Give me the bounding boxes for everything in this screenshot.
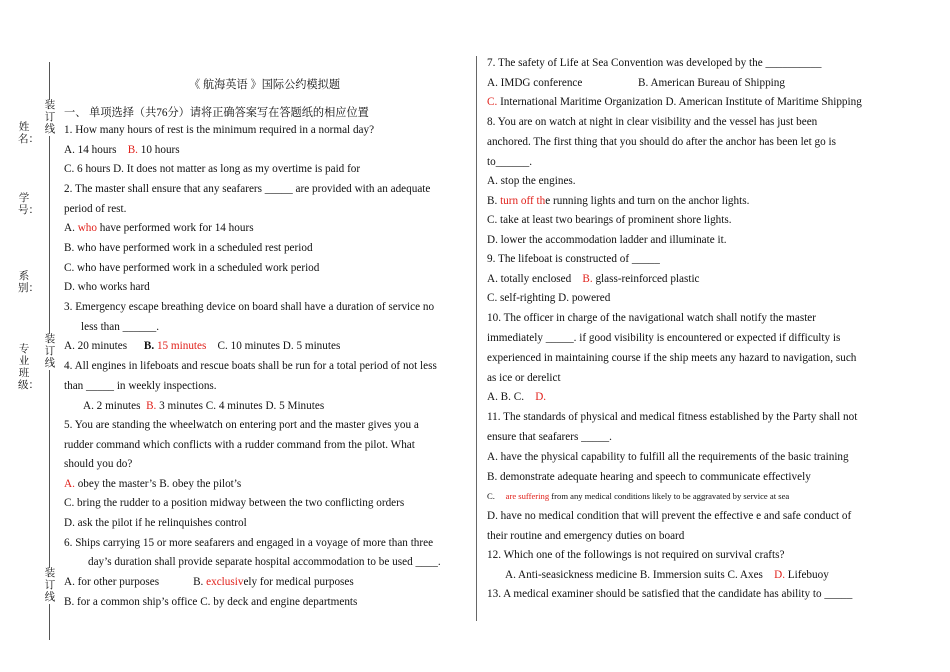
question-6-line-2: day’s duration shall provide separate hospital accommodation to be used ____. — [88, 556, 441, 568]
question-2-option-d: D. who works hard — [64, 281, 150, 293]
question-6-line-1: 6. Ships carrying 15 or more seafarers and engaged in a voyage of more than three — [64, 537, 434, 549]
question-2-option-a: A. who have performed work for 14 hours — [64, 222, 254, 234]
question-2-line-1: 2. The master shall ensure that any seafarers _____ are provided with an adequate — [64, 183, 431, 195]
question-11-line-2: ensure that seafarers _____. — [487, 431, 612, 443]
binding-label-top: 装订线 — [44, 100, 56, 135]
question-1-options-cd: C. 6 hours D. It does not matter as long as my overtime is paid for — [64, 163, 361, 175]
question-10-options: A. B. C. D. — [487, 391, 547, 403]
question-8-option-a: A. stop the engines. — [487, 175, 576, 187]
question-10-line-1: 10. The officer in charge of the navigational watch shall notify the master — [487, 312, 816, 324]
question-10-line-4: as ice or derelict — [487, 372, 561, 384]
question-7-option-a: A. IMDG conference — [487, 77, 583, 89]
question-11-line-1: 11. The standards of physical and medical fitness established by the Party shall not — [487, 411, 858, 423]
binding-label-middle: 装订线 — [44, 334, 56, 369]
binding-label-bottom: 装订线 — [44, 568, 56, 603]
question-9-options-ab: A. totally enclosed B. glass-reinforced plastic — [487, 273, 700, 285]
question-5-options-ab: A. obey the master’s B. obey the pilot’s — [64, 478, 242, 490]
question-6-options-cd: B. for a common ship’s office C. by deck and engine departments — [64, 596, 358, 608]
question-2-option-c: C. who have performed work in a scheduled work period — [64, 262, 320, 274]
question-10-line-3: experienced in maintaining course if the ship meets any hazard to navigation, such — [487, 352, 857, 364]
question-8-line-1: 8. You are on watch at night in clear visibility and the vessel has just been — [487, 116, 818, 128]
question-7-options-cd: C. International Maritime Organization D. American Institute of Maritime Shipping — [487, 96, 862, 108]
question-7-option-b: B. American Bureau of Shipping — [638, 77, 785, 89]
question-6-options-ab: A. for other purposes B. exclusively for medical purposes — [64, 576, 354, 588]
question-1-options-ab: A. 14 hours B. 10 hours — [64, 144, 180, 156]
question-8-option-b: B. turn off the running lights and turn on the anchor lights. — [487, 195, 750, 207]
question-1: 1. How many hours of rest is the minimum required in a normal day? — [64, 124, 375, 136]
department-field-label: 系别： — [18, 271, 39, 294]
question-11-option-d-line-1: D. have no medical condition that will prevent the effective e and safe conduct of — [487, 510, 852, 522]
question-5-option-d: D. ask the pilot if he relinquishes control — [64, 517, 247, 529]
question-5-line-3: should you do? — [64, 458, 133, 470]
question-4-line-1: 4. All engines in lifeboats and rescue boats shall be run for a total period of not less — [64, 360, 437, 372]
question-8-option-c: C. take at least two bearings of prominent shore lights. — [487, 214, 732, 226]
question-11-option-c: C. are suffering from any medical conditions likely to be aggravated by service at sea — [487, 491, 790, 501]
question-11-option-b: B. demonstrate adequate hearing and speech to communicate effectively — [487, 471, 811, 483]
question-7: 7. The safety of Life at Sea Convention was developed by the __________ — [487, 57, 822, 69]
question-5-option-c: C. bring the rudder to a position midway between the two conflicting orders — [64, 497, 405, 509]
question-4-line-2: than _____ in weekly inspections. — [64, 380, 217, 392]
question-8-line-3: to______. — [487, 156, 533, 168]
question-11-option-a: A. have the physical capability to fulfill all the requirements of the basic training — [487, 451, 849, 463]
question-4-options: A. 2 minutes B. 3 minutes C. 4 minutes D. 5 Minutes — [83, 400, 325, 412]
column-divider — [476, 56, 477, 621]
question-2-line-2: period of rest. — [64, 203, 127, 215]
page-title: 《 航海英语 》国际公约模拟题 — [189, 79, 341, 91]
question-3-line-1: 3. Emergency escape breathing device on board shall have a duration of service no — [64, 301, 435, 313]
question-8-line-2: anchored. The first thing that you should do after the anchor has been let go is — [487, 136, 836, 148]
question-10-line-2: immediately _____. if good visibility is encountered or expected if difficulty is — [487, 332, 841, 344]
question-13: 13. A medical examiner should be satisfied that the candidate has ability to _____ — [487, 588, 853, 600]
question-2-option-b: B. who have performed work in a scheduled rest period — [64, 242, 313, 254]
name-field-label: 姓名： — [18, 122, 39, 145]
student-id-field-label: 学号： — [18, 193, 39, 216]
question-5-line-1: 5. You are standing the wheelwatch on entering port and the master gives you a — [64, 419, 419, 431]
question-12: 12. Which one of the followings is not required on survival crafts? — [487, 549, 785, 561]
question-8-option-d: D. lower the accommodation ladder and illuminate it. — [487, 234, 727, 246]
section-heading: 一、 单项选择（共76分）请将正确答案写在答题纸的相应位置 — [64, 107, 369, 119]
question-3-options: A. 20 minutes B. 15 minutes C. 10 minutes D. 5 minutes — [64, 340, 341, 352]
question-9: 9. The lifeboat is constructed of _____ — [487, 253, 660, 265]
question-3-line-2: less than ______. — [81, 321, 159, 333]
question-12-options: A. Anti-seasickness medicine B. Immersion suits C. Axes D. Lifebuoy — [505, 569, 829, 581]
question-9-options-cd: C. self-righting D. powered — [487, 292, 611, 304]
question-11-option-d-line-2: their routine and emergency duties on board — [487, 530, 685, 542]
class-field-label: 专业班级： — [18, 344, 39, 391]
question-5-line-2: rudder command which conflicts with a rudder command from the pilot. What — [64, 439, 415, 451]
